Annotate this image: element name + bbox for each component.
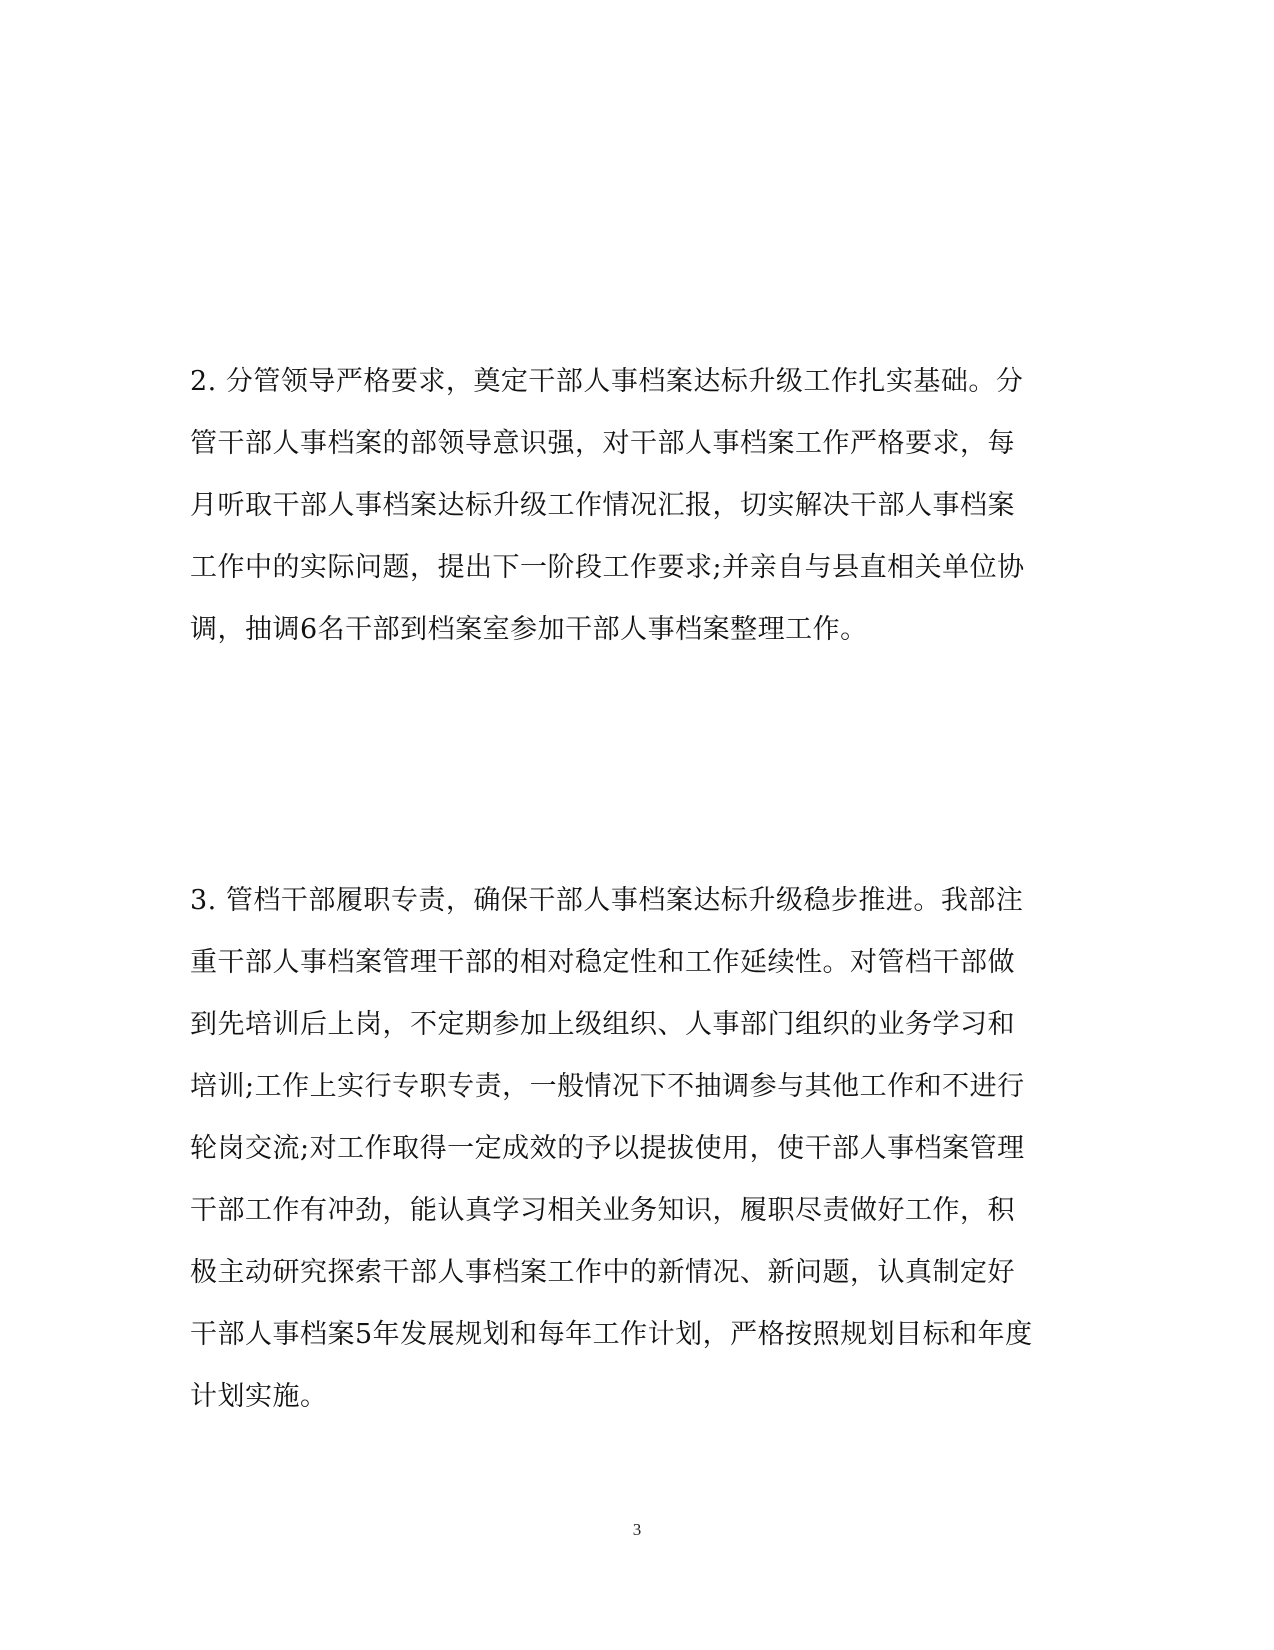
- paragraph-line: 干部工作有冲劲，能认真学习相关业务知识，履职尽责做好工作，积: [190, 1195, 1015, 1226]
- paragraph-line: 月听取干部人事档案达标升级工作情况汇报，切实解决干部人事档案: [190, 490, 1015, 521]
- paragraph-line: 重干部人事档案管理干部的相对稳定性和工作延续性。对管档干部做: [190, 947, 1015, 978]
- paragraph-line: 计划实施。: [190, 1381, 328, 1412]
- paragraph-line: 调，抽调6名干部到档案室参加干部人事档案整理工作。: [190, 614, 868, 645]
- paragraph-line: 3. 管档干部履职专责，确保干部人事档案达标升级稳步推进。我部注: [190, 885, 1024, 916]
- paragraph-line: 干部人事档案5年发展规划和每年工作计划，严格按照规划目标和年度: [190, 1319, 1033, 1350]
- paragraph-line: 2. 分管领导严格要求，奠定干部人事档案达标升级工作扎实基础。分: [190, 366, 1024, 397]
- paragraph-line: 管干部人事档案的部领导意识强，对干部人事档案工作严格要求，每: [190, 428, 1015, 459]
- paragraph-line: 极主动研究探索干部人事档案工作中的新情况、新问题，认真制定好: [190, 1257, 1015, 1288]
- paragraph-line: 工作中的实际问题，提出下一阶段工作要求;并亲自与县直相关单位协: [190, 552, 1025, 583]
- page-number: 3: [632, 1520, 642, 1539]
- paragraph-line: 到先培训后上岗，不定期参加上级组织、人事部门组织的业务学习和: [190, 1009, 1015, 1040]
- paragraph-line: 轮岗交流;对工作取得一定成效的予以提拔使用，使干部人事档案管理: [190, 1133, 1025, 1164]
- paragraph-line: 培训;工作上实行专职专责，一般情况下不抽调参与其他工作和不进行: [190, 1071, 1025, 1102]
